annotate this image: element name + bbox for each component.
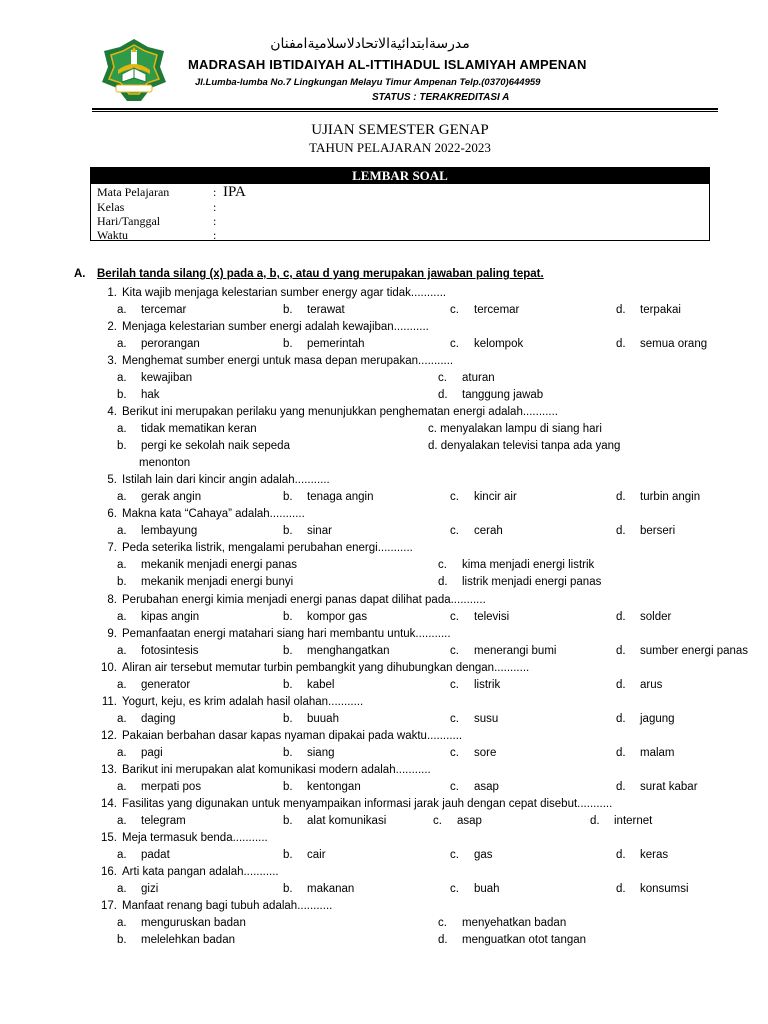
info-colon: : xyxy=(213,185,217,199)
option-text: solder xyxy=(640,611,672,623)
option-text: terawat xyxy=(307,304,345,316)
option-text: kompor gas xyxy=(307,611,368,623)
option-text: kentongan xyxy=(307,781,361,793)
question-text: Berikut ini merupakan perilaku yang menunjukkan penghematan energi adalah........... xyxy=(122,406,558,418)
question-item xyxy=(95,508,305,520)
option-letter: d. xyxy=(616,849,626,861)
answer-option xyxy=(590,815,652,827)
answer-option xyxy=(450,883,500,895)
answer-option xyxy=(450,679,500,691)
option-text: cerah xyxy=(474,525,503,537)
info-value: IPA xyxy=(223,184,246,200)
info-colon: : xyxy=(213,228,217,242)
option-text: perorangan xyxy=(141,338,200,350)
option-letter: a. xyxy=(117,304,127,316)
answer-option xyxy=(450,491,517,503)
option-letter: d. xyxy=(616,304,626,316)
question-number: 11. xyxy=(101,696,117,708)
question-number: 16. xyxy=(101,866,117,878)
option-letter: d. xyxy=(616,747,626,759)
option-letter: b. xyxy=(117,389,127,401)
option-text: padat xyxy=(141,849,170,861)
answer-option xyxy=(117,338,200,350)
question-number: 7. xyxy=(107,542,117,554)
option-text: kima menjadi energi listrik xyxy=(462,559,595,571)
answer-option xyxy=(433,815,482,827)
option-text: semua orang xyxy=(640,338,708,350)
option-letter: c. xyxy=(450,525,459,537)
question-text: Arti kata pangan adalah........... xyxy=(122,866,279,878)
info-colon: : xyxy=(213,214,217,228)
answer-option xyxy=(616,679,662,691)
answer-option xyxy=(117,440,290,452)
question-item xyxy=(95,287,446,299)
answer-option xyxy=(616,338,707,350)
answer-option xyxy=(117,372,192,384)
question-number: 2. xyxy=(107,321,117,333)
school-name: MADRASAH IBTIDAIYAH AL-ITTIHADUL ISLAMIYAH AMPENAN xyxy=(188,57,587,72)
answer-option xyxy=(117,423,257,435)
option-letter: c. xyxy=(450,883,459,895)
answer-option xyxy=(283,679,335,691)
answer-option xyxy=(117,747,163,759)
question-item xyxy=(95,321,429,333)
option-letter: b. xyxy=(117,934,127,946)
answer-option xyxy=(117,917,246,929)
option-text: konsumsi xyxy=(640,883,689,895)
option-letter: c. xyxy=(450,747,459,759)
option-letter: a. xyxy=(117,338,127,350)
question-text: Makna kata “Cahaya” adalah........... xyxy=(122,508,305,520)
question-text: Istilah lain dari kincir angin adalah........... xyxy=(122,474,330,486)
option-text: makanan xyxy=(307,883,355,895)
answer-option xyxy=(450,747,496,759)
option-text: menguruskan badan xyxy=(141,917,246,929)
option-letter: c. xyxy=(450,611,459,623)
info-label: Hari/Tanggal xyxy=(97,214,161,228)
school-address: Jl.Lumba-lumba No.7 Lingkungan Melayu Timur Ampenan Telp.(0370)644959 xyxy=(195,77,541,88)
question-item xyxy=(95,406,558,418)
answer-option xyxy=(283,849,326,861)
option-letter: b. xyxy=(283,338,293,350)
option-text: malam xyxy=(640,747,675,759)
option-letter: c. xyxy=(450,338,459,350)
option-text: siang xyxy=(307,747,335,759)
option-text: gas xyxy=(474,849,493,861)
option-text: daging xyxy=(141,713,176,725)
option-letter: c. xyxy=(450,491,459,503)
answer-option xyxy=(450,611,509,623)
option-letter: a. xyxy=(117,679,127,691)
question-number: 17. xyxy=(101,900,117,912)
answer-option xyxy=(117,576,293,588)
answer-option xyxy=(283,525,332,537)
answer-option xyxy=(283,815,386,827)
option-letter: a. xyxy=(117,645,127,657)
answer-option xyxy=(117,815,186,827)
option-letter: b. xyxy=(117,576,127,588)
option-letter: a. xyxy=(117,559,127,571)
option-letter: c. xyxy=(450,713,459,725)
question-item xyxy=(95,696,363,708)
question-text: Pemanfaatan energi matahari siang hari membantu untuk........... xyxy=(122,628,451,640)
option-text: tercemar xyxy=(141,304,187,316)
option-letter: a. xyxy=(117,747,127,759)
option-letter: b. xyxy=(283,713,293,725)
option-letter: d. xyxy=(616,611,626,623)
option-letter: c. xyxy=(450,304,459,316)
option-letter: a. xyxy=(117,883,127,895)
option-letter: d. xyxy=(616,679,626,691)
option-letter: a. xyxy=(117,713,127,725)
question-item xyxy=(95,474,330,486)
option-letter: a. xyxy=(117,611,127,623)
answer-option xyxy=(616,781,698,793)
option-letter: a. xyxy=(117,372,127,384)
option-text: keras xyxy=(640,849,669,861)
option-text: aturan xyxy=(462,372,495,384)
option-letter: b. xyxy=(283,611,293,623)
info-label: Mata Pelajaran xyxy=(97,185,170,199)
question-text: Meja termasuk benda........... xyxy=(122,832,268,844)
option-letter: c. xyxy=(433,815,442,827)
question-item xyxy=(95,355,453,367)
answer-option xyxy=(616,645,748,657)
option-text: fotosintesis xyxy=(141,645,199,657)
option-letter: d. xyxy=(438,389,448,401)
option-letter: c. xyxy=(438,917,447,929)
option-text: gizi xyxy=(141,883,159,895)
answer-option xyxy=(117,525,197,537)
option-letter: b. xyxy=(283,645,293,657)
option-letter: c. xyxy=(450,679,459,691)
question-number: 12. xyxy=(101,730,117,742)
option-text: mekanik menjadi energi bunyi xyxy=(141,576,294,588)
option-text: pergi ke sekolah naik sepeda xyxy=(141,440,290,452)
option-letter: b. xyxy=(283,781,293,793)
option-text: cair xyxy=(307,849,326,861)
option-letter: a. xyxy=(117,525,127,537)
answer-option xyxy=(117,934,235,946)
option-letter: b. xyxy=(283,747,293,759)
option-text: internet xyxy=(614,815,653,827)
question-text: Menghemat sumber energi untuk masa depan merupakan........... xyxy=(122,355,454,367)
question-number: 1. xyxy=(107,287,117,299)
answer-option xyxy=(117,491,201,503)
answer-option xyxy=(283,491,374,503)
option-text: melelehkan badan xyxy=(141,934,235,946)
answer-option xyxy=(450,713,498,725)
option-letter: b. xyxy=(283,815,293,827)
school-name-arabic: مدرسةابتدائيةالاتحادلاسلاميةامفنان xyxy=(270,36,470,52)
option-letter: a. xyxy=(117,491,127,503)
answer-option xyxy=(450,525,503,537)
option-text: asap xyxy=(474,781,499,793)
option-text: mekanik menjadi energi panas xyxy=(141,559,297,571)
option-text: gerak angin xyxy=(141,491,202,503)
answer-option xyxy=(428,440,620,452)
question-number: 14. xyxy=(101,798,117,810)
option-text: arus xyxy=(640,679,663,691)
option-text: tidak mematikan keran xyxy=(141,423,257,435)
info-label: Waktu xyxy=(97,228,129,242)
info-label: Kelas xyxy=(97,200,125,214)
answer-option xyxy=(438,934,586,946)
question-item xyxy=(95,628,451,640)
answer-option xyxy=(438,389,543,401)
option-text: menghangatkan xyxy=(307,645,390,657)
option-text: surat kabar xyxy=(640,781,698,793)
question-number: 9. xyxy=(107,628,117,640)
answer-option xyxy=(283,747,335,759)
answer-option xyxy=(283,781,361,793)
question-number: 4. xyxy=(107,406,117,418)
answer-option xyxy=(438,559,594,571)
option-letter: a. xyxy=(117,815,127,827)
option-text: menonton xyxy=(139,457,191,469)
answer-option xyxy=(438,372,495,384)
answer-option xyxy=(450,781,499,793)
option-text: tercemar xyxy=(474,304,520,316)
question-item xyxy=(95,594,486,606)
option-letter: b. xyxy=(283,525,293,537)
option-text: susu xyxy=(474,713,499,725)
option-text: listrik menjadi energi panas xyxy=(462,576,602,588)
option-letter: d. xyxy=(616,525,626,537)
question-number: 5. xyxy=(107,474,117,486)
option-letter: c. xyxy=(438,559,447,571)
option-letter: d. xyxy=(438,934,448,946)
question-item xyxy=(95,832,268,844)
option-text: alat komunikasi xyxy=(307,815,387,827)
option-letter: c. xyxy=(450,849,459,861)
option-text: jagung xyxy=(640,713,675,725)
option-text: kewajiban xyxy=(141,372,193,384)
question-number: 8. xyxy=(107,594,117,606)
option-text: televisi xyxy=(474,611,510,623)
option-letter: d. xyxy=(616,781,626,793)
info-colon: : xyxy=(213,200,217,214)
option-letter: d. xyxy=(616,883,626,895)
question-text: Menjaga kelestarian sumber energi adalah kewajiban........... xyxy=(122,321,429,333)
question-item xyxy=(95,764,431,776)
answer-option xyxy=(117,645,199,657)
section-letter: A. xyxy=(74,268,86,280)
answer-option xyxy=(450,338,523,350)
instruction-text: Berilah tanda silang (x) pada a, b, c, atau d yang merupakan jawaban paling tepat. xyxy=(97,268,544,280)
answer-option xyxy=(438,576,601,588)
option-text: buuah xyxy=(307,713,339,725)
answer-option xyxy=(117,849,170,861)
answer-option xyxy=(616,883,689,895)
sheet-title: LEMBAR SOAL xyxy=(91,168,709,184)
option-text: d. denyalakan televisi tanpa ada yang xyxy=(428,440,621,452)
question-text: Fasilitas yang digunakan untuk menyampaikan informasi jarak jauh dengan cepat disebut........... xyxy=(122,798,613,810)
answer-option xyxy=(438,917,566,929)
question-item xyxy=(95,662,529,674)
answer-option xyxy=(616,491,700,503)
option-text: turbin angin xyxy=(640,491,701,503)
answer-option xyxy=(117,713,176,725)
question-text: Perubahan energi kimia menjadi energi panas dapat dilihat pada........... xyxy=(122,594,486,606)
option-text: kincir air xyxy=(474,491,517,503)
option-letter: b. xyxy=(283,679,293,691)
option-letter: d. xyxy=(616,713,626,725)
option-letter: d. xyxy=(616,491,626,503)
question-number: 13. xyxy=(101,764,117,776)
option-letter: d. xyxy=(616,338,626,350)
option-text: pemerintah xyxy=(307,338,365,350)
option-letter: b. xyxy=(283,883,293,895)
question-item xyxy=(95,542,413,554)
accreditation-status: STATUS : TERAKREDITASI A xyxy=(372,92,510,103)
option-letter: d. xyxy=(616,645,626,657)
question-text: Barikut ini merupakan alat komunikasi modern adalah........... xyxy=(122,764,431,776)
answer-option xyxy=(117,559,297,571)
option-letter: c. xyxy=(450,781,459,793)
question-number: 6. xyxy=(107,508,117,520)
answer-option xyxy=(117,389,160,401)
question-item xyxy=(95,900,332,912)
question-number: 3. xyxy=(107,355,117,367)
answer-option xyxy=(616,525,675,537)
option-text: listrik xyxy=(474,679,501,691)
option-letter: b. xyxy=(117,440,127,452)
answer-option xyxy=(117,611,199,623)
option-text: buah xyxy=(474,883,500,895)
option-letter: d. xyxy=(590,815,600,827)
option-text: sinar xyxy=(307,525,332,537)
answer-option xyxy=(450,849,493,861)
option-text: hak xyxy=(141,389,160,401)
question-number: 10. xyxy=(101,662,117,674)
question-text: Manfaat renang bagi tubuh adalah........... xyxy=(122,900,333,912)
question-item xyxy=(95,798,612,810)
option-letter: a. xyxy=(117,849,127,861)
option-text: pagi xyxy=(141,747,163,759)
option-text: telegram xyxy=(141,815,186,827)
exam-title: UJIAN SEMESTER GENAP xyxy=(311,122,489,138)
option-text: generator xyxy=(141,679,191,691)
option-letter: a. xyxy=(117,781,127,793)
question-item xyxy=(95,866,279,878)
question-text: Peda seterika listrik, mengalami perubahan energi........... xyxy=(122,542,413,554)
option-text: menyehatkan badan xyxy=(462,917,567,929)
question-item xyxy=(95,730,462,742)
option-text: lembayung xyxy=(141,525,198,537)
answer-option xyxy=(117,883,158,895)
option-letter: c. xyxy=(450,645,459,657)
answer-option xyxy=(117,304,186,316)
option-text: kelompok xyxy=(474,338,524,350)
answer-option xyxy=(616,849,668,861)
answer-option xyxy=(283,645,389,657)
answer-option xyxy=(117,679,190,691)
answer-option xyxy=(283,304,345,316)
option-text: c. menyalakan lampu di siang hari xyxy=(428,423,602,435)
question-text: Pakaian berbahan dasar kapas nyaman dipakai pada waktu........... xyxy=(122,730,463,742)
answer-option xyxy=(450,304,519,316)
answer-option xyxy=(450,645,556,657)
option-text: tanggung jawab xyxy=(462,389,544,401)
answer-option xyxy=(139,457,190,469)
option-text: kipas angin xyxy=(141,611,200,623)
answer-option xyxy=(117,781,201,793)
option-text: sumber energi panas xyxy=(640,645,749,657)
answer-option xyxy=(283,713,339,725)
exam-year: TAHUN PELAJARAN 2022-2023 xyxy=(309,140,491,155)
option-text: menerangi bumi xyxy=(474,645,557,657)
option-letter: b. xyxy=(283,849,293,861)
question-text: Yogurt, keju, es krim adalah hasil olahan........... xyxy=(122,696,364,708)
question-text: Kita wajib menjaga kelestarian sumber energy agar tidak........... xyxy=(122,287,447,299)
option-letter: a. xyxy=(117,917,127,929)
answer-option xyxy=(616,713,675,725)
option-text: menguatkan otot tangan xyxy=(462,934,587,946)
answer-option xyxy=(283,883,354,895)
answer-option xyxy=(283,338,365,350)
answer-option xyxy=(428,423,602,435)
question-text: Aliran air tersebut memutar turbin pembangkit yang dihubungkan dengan........... xyxy=(122,662,530,674)
option-letter: b. xyxy=(283,304,293,316)
option-letter: b. xyxy=(283,491,293,503)
option-text: merpati pos xyxy=(141,781,202,793)
answer-option xyxy=(616,611,671,623)
option-text: tenaga angin xyxy=(307,491,374,503)
option-text: terpakai xyxy=(640,304,681,316)
option-letter: c. xyxy=(438,372,447,384)
option-text: kabel xyxy=(307,679,335,691)
answer-option xyxy=(616,747,675,759)
option-letter: d. xyxy=(438,576,448,588)
question-number: 15. xyxy=(101,832,117,844)
option-text: asap xyxy=(457,815,482,827)
option-text: berseri xyxy=(640,525,676,537)
option-text: sore xyxy=(474,747,497,759)
answer-option xyxy=(616,304,681,316)
answer-option xyxy=(283,611,367,623)
option-letter: a. xyxy=(117,423,127,435)
